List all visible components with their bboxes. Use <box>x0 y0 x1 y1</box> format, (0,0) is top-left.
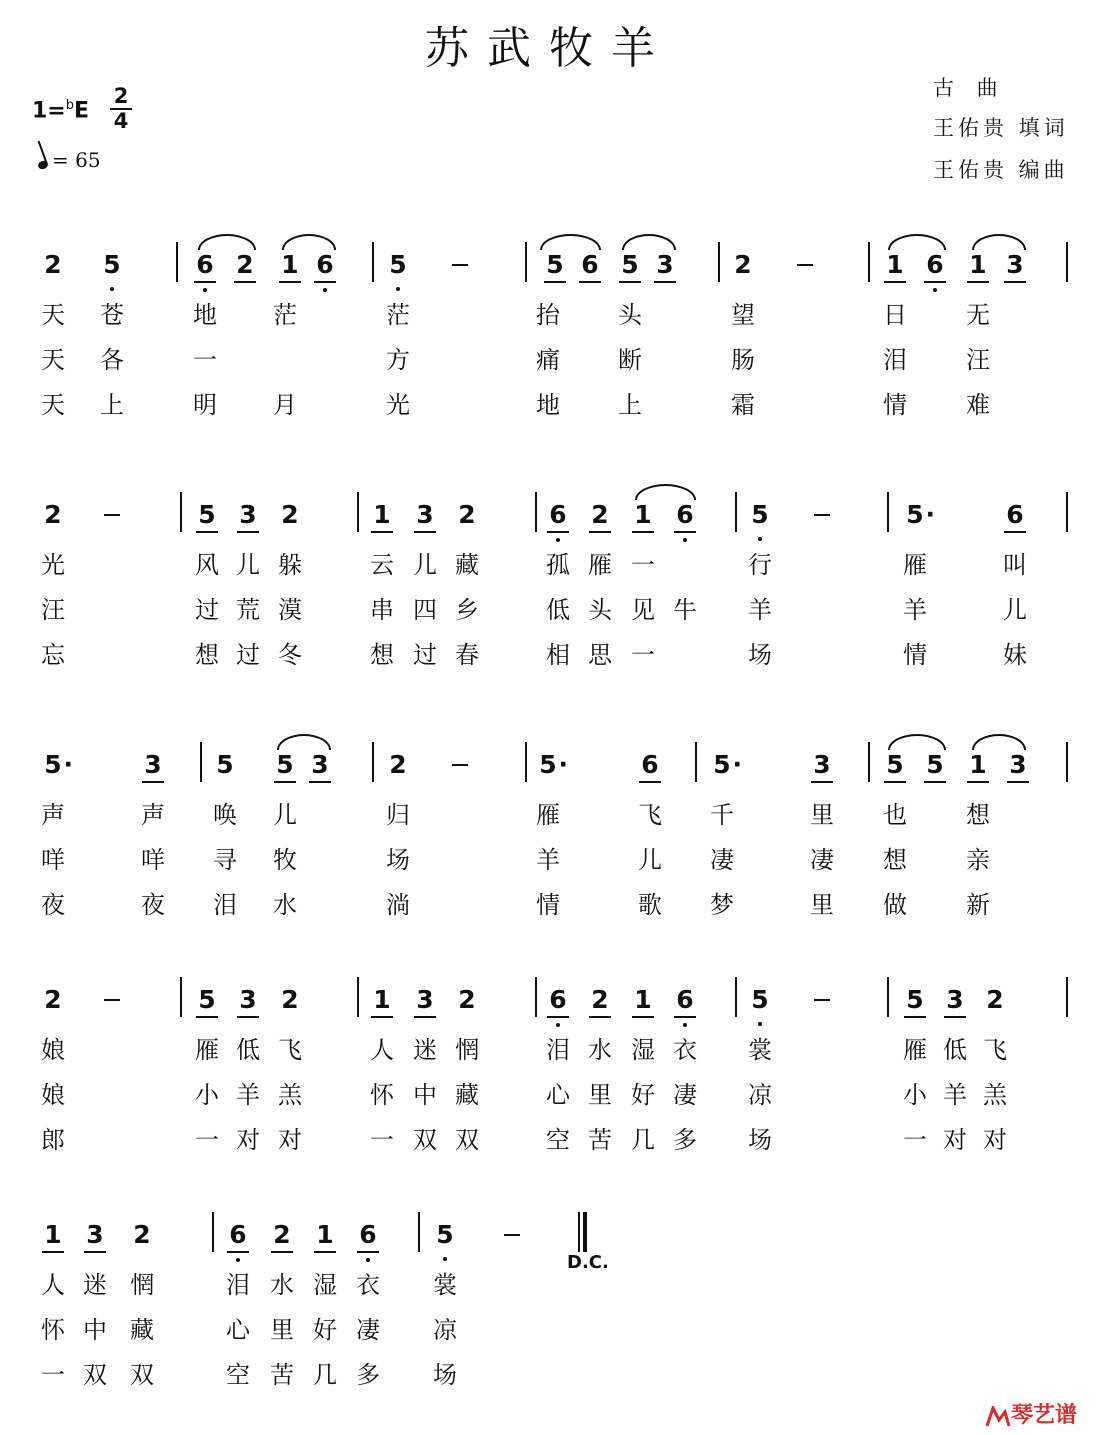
barline <box>1066 242 1068 282</box>
brand-icon <box>985 1406 1011 1428</box>
lyric-char: 天 <box>41 301 65 329</box>
jianpu-note: 5 <box>881 750 909 780</box>
lyric-char: 雁 <box>195 1036 219 1064</box>
barline <box>200 742 202 782</box>
jianpu-note: 5 <box>98 250 126 280</box>
slur-arc <box>635 484 696 500</box>
jianpu-note: 2 <box>44 500 62 529</box>
lyric-char: 空 <box>226 1361 250 1389</box>
lyric-char: 孤 <box>546 551 570 579</box>
lyric-char: 情 <box>536 891 560 919</box>
lyric-char: 一 <box>631 641 655 669</box>
lyric-char: 光 <box>386 391 410 419</box>
lyric-char: 淌 <box>386 891 410 919</box>
lyric-char: 汪 <box>41 596 65 624</box>
jianpu-note: 5 <box>901 985 929 1015</box>
lyric-char: 一 <box>193 346 217 374</box>
slur-arc <box>888 234 946 250</box>
slur-arc <box>972 234 1026 250</box>
lyric-char: 望 <box>731 301 755 329</box>
jianpu-note: 2 <box>281 500 299 529</box>
lyric-char: 对 <box>278 1126 302 1154</box>
jianpu-note: 5 <box>216 750 234 779</box>
lyric-char: 想 <box>966 801 990 829</box>
lyric-char: 苦 <box>588 1126 612 1154</box>
lyric-char: 飞 <box>638 801 662 829</box>
lyric-char: 雁 <box>588 551 612 579</box>
lyric-char: 迷 <box>83 1271 107 1299</box>
slur-arc <box>198 234 256 250</box>
lyric-char: 过 <box>195 596 219 624</box>
jianpu-note: 3 <box>651 250 679 280</box>
lyric-char: 好 <box>313 1316 337 1344</box>
lyric-char: 相 <box>546 641 570 669</box>
barline <box>525 742 527 782</box>
lyric-char: 场 <box>386 846 410 874</box>
lyric-char: 羔 <box>278 1081 302 1109</box>
lyric-char: 藏 <box>455 551 479 579</box>
lyric-char: 光 <box>41 551 65 579</box>
jianpu-note: 5 <box>746 985 774 1015</box>
barline <box>887 492 889 532</box>
lyric-char: 雁 <box>903 551 927 579</box>
lyric-char: 几 <box>313 1361 337 1389</box>
lyric-char: 天 <box>41 391 65 419</box>
lyric-char: 声 <box>41 801 65 829</box>
slur-arc <box>282 234 336 250</box>
jianpu-note: 3 <box>411 500 439 530</box>
lyric-char: 裳 <box>433 1271 457 1299</box>
key-signature: 1=$^b$E <box>32 98 90 124</box>
barline <box>418 1212 420 1252</box>
lyric-char: 上 <box>618 391 642 419</box>
lyric-char: 千 <box>710 801 734 829</box>
lyric-char: 头 <box>588 596 612 624</box>
lyric-char: 雁 <box>903 1036 927 1064</box>
lyric-char: 好 <box>631 1081 655 1109</box>
lyric-char: 漠 <box>278 596 302 624</box>
lyric-char: 泪 <box>213 891 237 919</box>
jianpu-note: 6 <box>1001 500 1029 530</box>
lyric-char: 一 <box>41 1361 65 1389</box>
lyric-char: 场 <box>748 641 772 669</box>
lyric-char: 水 <box>588 1036 612 1064</box>
jianpu-note: 2 <box>44 250 62 279</box>
jianpu-note: 6 <box>191 250 219 280</box>
lyric-char: 荒 <box>236 596 260 624</box>
lyric-char: 娘 <box>41 1036 65 1064</box>
jianpu-note: 2 <box>586 500 614 530</box>
brand-logo: 琴艺谱 <box>985 1398 1077 1429</box>
barline <box>212 1212 214 1252</box>
jianpu-note: 1 <box>368 500 396 530</box>
final-barline-thick <box>583 1212 587 1252</box>
lyric-char: 人 <box>370 1036 394 1064</box>
slur-arc <box>972 734 1026 750</box>
lyric-char: 藏 <box>130 1316 154 1344</box>
final-barline-thin <box>578 1212 580 1252</box>
song-title: 苏武牧羊 <box>425 23 673 74</box>
jianpu-note: 5 <box>193 985 221 1015</box>
jianpu-note: 5 <box>921 750 949 780</box>
jianpu-note: 6 <box>224 1220 252 1250</box>
jianpu-note: 6 <box>354 1220 382 1250</box>
jianpu-note: 1 <box>39 1220 67 1250</box>
lyric-char: 咩 <box>41 846 65 874</box>
jianpu-note: 2 <box>734 250 752 279</box>
barline <box>176 242 178 282</box>
jianpu-note: 3 <box>139 750 167 780</box>
lyric-char: 亲 <box>966 846 990 874</box>
lyric-char: 儿 <box>273 801 297 829</box>
barline <box>372 242 374 282</box>
lyric-char: 儿 <box>236 551 260 579</box>
lyric-char: 羔 <box>983 1081 1007 1109</box>
lyric-char: 儿 <box>1003 596 1027 624</box>
lyric-char: 小 <box>195 1081 219 1109</box>
lyric-char: 儿 <box>638 846 662 874</box>
lyric-char: 人 <box>41 1271 65 1299</box>
barline <box>718 242 720 282</box>
lyric-char: 多 <box>673 1126 697 1154</box>
lyric-char: 头 <box>618 301 642 329</box>
lyric-char: 一 <box>370 1126 394 1154</box>
jianpu-note: 2 <box>133 1220 151 1249</box>
lyric-char: 水 <box>270 1271 294 1299</box>
lyric-char: 凄 <box>710 846 734 874</box>
lyric-char: 小 <box>903 1081 927 1109</box>
lyric-char: 躲 <box>278 551 302 579</box>
jianpu-note: 6 <box>544 985 572 1015</box>
lyric-char: 里 <box>588 1081 612 1109</box>
barline <box>868 742 870 782</box>
composer-credit: 古 曲 <box>933 76 1006 100</box>
lyric-char: 双 <box>83 1361 107 1389</box>
duration-dash <box>452 264 468 266</box>
lyric-char: 见 <box>631 596 655 624</box>
lyric-char: 泪 <box>546 1036 570 1064</box>
jianpu-note: 6 <box>636 750 664 780</box>
lyric-char: 妹 <box>1003 641 1027 669</box>
jianpu-note: 5 <box>746 500 774 530</box>
lyric-char: 裳 <box>748 1036 772 1064</box>
jianpu-note: 5 · <box>539 750 568 779</box>
barline <box>535 492 537 532</box>
arranger-credit: 王佑贵 编曲 <box>933 158 1069 182</box>
jianpu-note: 3 <box>81 1220 109 1250</box>
duration-dash <box>814 999 830 1001</box>
lyric-char: 过 <box>236 641 260 669</box>
lyric-char: 水 <box>273 891 297 919</box>
jianpu-note: 6 <box>671 500 699 530</box>
barline <box>357 977 359 1017</box>
lyric-char: 牛 <box>673 596 697 624</box>
lyric-char: 茫 <box>386 301 410 329</box>
jianpu-note: 1 <box>276 250 304 280</box>
lyric-char: 怀 <box>370 1081 394 1109</box>
lyric-char: 惘 <box>130 1271 154 1299</box>
lyric-char: 对 <box>943 1126 967 1154</box>
lyric-char: 乡 <box>455 596 479 624</box>
jianpu-note: 5 <box>616 250 644 280</box>
jianpu-note: 3 <box>1001 250 1029 280</box>
lyric-char: 对 <box>236 1126 260 1154</box>
barline <box>887 977 889 1017</box>
lyric-char: 云 <box>370 551 394 579</box>
jianpu-note: 2 <box>389 750 407 779</box>
lyric-char: 羊 <box>903 596 927 624</box>
lyric-char: 一 <box>903 1126 927 1154</box>
jianpu-note: 2 <box>268 1220 296 1250</box>
jianpu-note: 5 <box>431 1220 459 1250</box>
duration-dash <box>104 999 120 1001</box>
lyric-char: 抬 <box>536 301 560 329</box>
lyric-char: 忘 <box>41 641 65 669</box>
lyric-char: 天 <box>41 346 65 374</box>
lyric-char: 多 <box>356 1361 380 1389</box>
lyric-char: 声 <box>141 801 165 829</box>
barline <box>372 742 374 782</box>
jianpu-note: 5 · <box>44 750 73 779</box>
lyric-char: 断 <box>618 346 642 374</box>
lyric-char: 飞 <box>983 1036 1007 1064</box>
lyric-char: 情 <box>903 641 927 669</box>
lyric-char: 里 <box>810 801 834 829</box>
lyric-char: 中 <box>83 1316 107 1344</box>
lyric-char: 场 <box>433 1361 457 1389</box>
tempo-marking: = 65 <box>38 148 101 172</box>
lyric-char: 儿 <box>413 551 437 579</box>
jianpu-note: 1 <box>964 250 992 280</box>
time-signature: 2 4 <box>110 86 132 132</box>
lyric-char: 寻 <box>213 846 237 874</box>
lyric-char: 明 <box>193 391 217 419</box>
lyric-char: 无 <box>966 301 990 329</box>
lyric-char: 情 <box>883 391 907 419</box>
barline <box>357 492 359 532</box>
lyric-char: 苦 <box>270 1361 294 1389</box>
jianpu-note: 6 <box>576 250 604 280</box>
lyric-char: 对 <box>983 1126 1007 1154</box>
barline <box>525 242 527 282</box>
lyric-char: 做 <box>883 891 907 919</box>
lyric-char: 羊 <box>943 1081 967 1109</box>
jianpu-note: 5 · <box>906 500 935 529</box>
lyric-char: 方 <box>386 346 410 374</box>
lyric-char: 一 <box>195 1126 219 1154</box>
lyric-char: 心 <box>226 1316 250 1344</box>
lyric-char: 藏 <box>455 1081 479 1109</box>
lyric-char: 羊 <box>236 1081 260 1109</box>
lyric-char: 难 <box>966 391 990 419</box>
jianpu-note: 2 <box>44 985 62 1014</box>
slur-arc <box>277 734 331 750</box>
lyric-char: 地 <box>193 301 217 329</box>
jianpu-note: 1 <box>368 985 396 1015</box>
jianpu-note: 3 <box>234 985 262 1015</box>
jianpu-note: 6 <box>921 250 949 280</box>
jianpu-note: 6 <box>311 250 339 280</box>
jianpu-note: 5 <box>271 750 299 780</box>
lyric-char: 衣 <box>356 1271 380 1299</box>
lyric-char: 空 <box>546 1126 570 1154</box>
jianpu-note: 1 <box>629 985 657 1015</box>
lyric-char: 咩 <box>141 846 165 874</box>
lyric-char: 双 <box>130 1361 154 1389</box>
jianpu-note: 1 <box>629 500 657 530</box>
lyric-char: 衣 <box>673 1036 697 1064</box>
lyric-char: 想 <box>883 846 907 874</box>
lyric-char: 湿 <box>313 1271 337 1299</box>
jianpu-note: 1 <box>881 250 909 280</box>
lyricist-credit: 王佑贵 填词 <box>933 116 1069 140</box>
jianpu-note: 3 <box>1004 750 1032 780</box>
duration-dash <box>452 764 468 766</box>
lyric-char: 风 <box>195 551 219 579</box>
barline <box>180 492 182 532</box>
lyric-char: 苍 <box>100 301 124 329</box>
lyric-char: 串 <box>370 596 394 624</box>
lyric-char: 低 <box>943 1036 967 1064</box>
slur-arc <box>888 734 946 750</box>
lyric-char: 娘 <box>41 1081 65 1109</box>
lyric-char: 湿 <box>631 1036 655 1064</box>
lyric-char: 场 <box>748 1126 772 1154</box>
lyric-char: 梦 <box>710 891 734 919</box>
jianpu-note: 2 <box>458 500 476 529</box>
lyric-char: 怀 <box>41 1316 65 1344</box>
jianpu-note: 2 <box>986 985 1004 1014</box>
lyric-char: 汪 <box>966 346 990 374</box>
lyric-char: 郎 <box>41 1126 65 1154</box>
barline <box>695 742 697 782</box>
lyric-char: 凉 <box>748 1081 772 1109</box>
lyric-char: 里 <box>810 891 834 919</box>
jianpu-note: 2 <box>458 985 476 1014</box>
lyric-char: 凄 <box>673 1081 697 1109</box>
barline <box>1066 977 1068 1017</box>
jianpu-note: 2 <box>586 985 614 1015</box>
barline <box>535 977 537 1017</box>
lyric-char: 思 <box>588 641 612 669</box>
lyric-char: 各 <box>100 346 124 374</box>
da-capo-mark: D.C. <box>567 1252 609 1273</box>
barline <box>1066 492 1068 532</box>
jianpu-note: 3 <box>808 750 836 780</box>
lyric-char: 迷 <box>413 1036 437 1064</box>
lyric-char: 夜 <box>41 891 65 919</box>
lyric-char: 想 <box>195 641 219 669</box>
lyric-char: 一 <box>631 551 655 579</box>
lyric-char: 月 <box>273 391 297 419</box>
lyric-char: 泪 <box>883 346 907 374</box>
slur-arc <box>622 234 676 250</box>
jianpu-note: 3 <box>234 500 262 530</box>
jianpu-note: 1 <box>964 750 992 780</box>
lyric-char: 牧 <box>273 846 297 874</box>
jianpu-note: 3 <box>411 985 439 1015</box>
lyric-char: 低 <box>546 596 570 624</box>
barline <box>735 977 737 1017</box>
jianpu-note: 3 <box>306 750 334 780</box>
barline <box>868 242 870 282</box>
lyric-char: 里 <box>270 1316 294 1344</box>
jianpu-note: 5 <box>193 500 221 530</box>
lyric-char: 双 <box>455 1126 479 1154</box>
lyric-char: 地 <box>536 391 560 419</box>
lyric-char: 归 <box>386 801 410 829</box>
lyric-char: 茫 <box>273 301 297 329</box>
lyric-char: 惘 <box>455 1036 479 1064</box>
lyric-char: 痛 <box>536 346 560 374</box>
lyric-char: 想 <box>370 641 394 669</box>
jianpu-note: 2 <box>281 985 299 1014</box>
jianpu-note: 5 · <box>713 750 742 779</box>
lyric-char: 霜 <box>731 391 755 419</box>
jianpu-note: 2 <box>231 250 259 280</box>
jianpu-note: 3 <box>941 985 969 1015</box>
lyric-char: 凉 <box>433 1316 457 1344</box>
quarter-note-icon <box>37 160 49 171</box>
lyric-char: 泪 <box>226 1271 250 1299</box>
lyric-char: 心 <box>546 1081 570 1109</box>
jianpu-note: 6 <box>671 985 699 1015</box>
lyric-char: 几 <box>631 1126 655 1154</box>
lyric-char: 歌 <box>638 891 662 919</box>
duration-dash <box>504 1234 520 1236</box>
lyric-char: 夜 <box>141 891 165 919</box>
lyric-char: 叫 <box>1003 551 1027 579</box>
jianpu-note: 5 <box>541 250 569 280</box>
lyric-char: 肠 <box>731 346 755 374</box>
slur-arc <box>540 234 601 250</box>
lyric-char: 飞 <box>278 1036 302 1064</box>
jianpu-note: 6 <box>544 500 572 530</box>
lyric-char: 春 <box>455 641 479 669</box>
duration-dash <box>104 514 120 516</box>
lyric-char: 行 <box>748 551 772 579</box>
barline <box>1066 742 1068 782</box>
lyric-char: 低 <box>236 1036 260 1064</box>
lyric-char: 过 <box>413 641 437 669</box>
lyric-char: 双 <box>413 1126 437 1154</box>
lyric-char: 上 <box>100 391 124 419</box>
lyric-char: 冬 <box>278 641 302 669</box>
duration-dash <box>797 264 813 266</box>
duration-dash <box>814 514 830 516</box>
lyric-char: 中 <box>413 1081 437 1109</box>
lyric-char: 四 <box>413 596 437 624</box>
lyric-char: 日 <box>883 301 907 329</box>
lyric-char: 唤 <box>213 801 237 829</box>
lyric-char: 也 <box>883 801 907 829</box>
jianpu-note: 5 <box>384 250 412 280</box>
barline <box>180 977 182 1017</box>
lyric-char: 凄 <box>810 846 834 874</box>
lyric-char: 羊 <box>536 846 560 874</box>
jianpu-note: 1 <box>311 1220 339 1250</box>
lyric-char: 新 <box>966 891 990 919</box>
lyric-char: 凄 <box>356 1316 380 1344</box>
lyric-char: 羊 <box>748 596 772 624</box>
lyric-char: 雁 <box>536 801 560 829</box>
barline <box>735 492 737 532</box>
